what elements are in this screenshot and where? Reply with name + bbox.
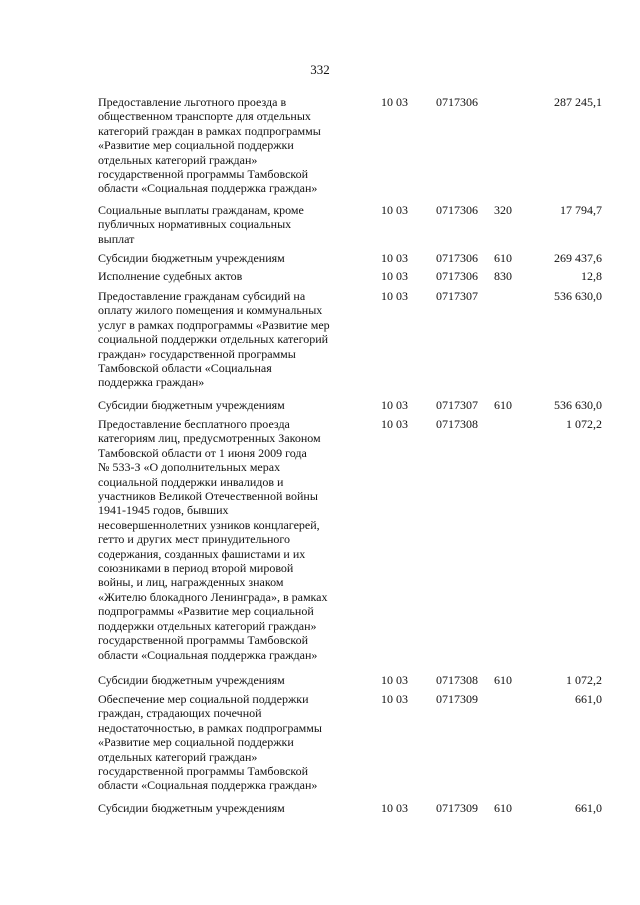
row-article-code: 0717308 [436,417,478,431]
row-description: Субсидии бюджетным учреждениям [98,398,285,412]
row-article-code: 0717309 [436,692,478,706]
row-description: Субсидии бюджетным учреждениям [98,673,285,687]
row-description: Субсидии бюджетным учреждениям [98,251,285,265]
row-amount: 536 630,0 [554,289,602,303]
row-expense-kind: 830 [494,269,512,283]
row-section-code: 10 03 [381,251,408,265]
row-article-code: 0717309 [436,801,478,815]
row-description: Обеспечение мер социальной поддержки граждан, страдающих почечной недостаточностью, в рамках подпрограммы «Развитие мер социальной поддержки отдельных категорий граждан» государственной программы Тамбовской области «Социальная поддержка граждан» [98,692,322,793]
row-article-code: 0717306 [436,269,478,283]
row-expense-kind: 610 [494,801,512,815]
row-section-code: 10 03 [381,398,408,412]
row-article-code: 0717306 [436,251,478,265]
row-amount: 17 794,7 [560,203,602,217]
row-expense-kind: 610 [494,398,512,412]
row-article-code: 0717306 [436,203,478,217]
row-amount: 287 245,1 [554,95,602,109]
row-article-code: 0717307 [436,289,478,303]
row-expense-kind: 320 [494,203,512,217]
row-article-code: 0717306 [436,95,478,109]
row-description: Предоставление бесплатного проезда категориям лиц, предусмотренных Законом Тамбовской области от 1 июня 2009 года № 533-З «О дополнительных мерах социальной поддержки инвалидов и участников Великой Отечественной войны 1941-1945 годов, бывших несовершеннолетних узников концлагерей, гетто и других мест принудительного содержания, созданных фашистами и их союзниками в период второй мировой войны, и лиц, награжденных знаком «Жителю блокадного Ленинграда», в рамках подпрограммы «Развитие мер социальной поддержки отдельных категорий граждан» государственной программы Тамбовской области «Социальная поддержка граждан» [98,417,328,662]
row-description: Предоставление гражданам субсидий на оплату жилого помещения и коммунальных услуг в рамках подпрограммы «Развитие мер социальной поддержки отдельных категорий граждан» государственной программы Тамбовской области «Социальная поддержка граждан» [98,289,330,390]
row-section-code: 10 03 [381,95,408,109]
row-amount: 1 072,2 [566,673,602,687]
row-amount: 661,0 [575,692,602,706]
page-number: 332 [310,62,330,77]
row-section-code: 10 03 [381,417,408,431]
row-description: Исполнение судебных актов [98,269,243,283]
row-section-code: 10 03 [381,673,408,687]
row-expense-kind: 610 [494,673,512,687]
row-description: Предоставление льготного проезда в общественном транспорте для отдельных категорий граждан в рамках подпрограммы «Развитие мер социальной поддержки отдельных категорий граждан» государственной программы Тамбовской области «Социальная поддержка граждан» [98,95,321,196]
row-section-code: 10 03 [381,203,408,217]
row-expense-kind: 610 [494,251,512,265]
row-description: Социальные выплаты гражданам, кроме публичных нормативных социальных выплат [98,203,304,246]
row-section-code: 10 03 [381,801,408,815]
row-article-code: 0717308 [436,673,478,687]
row-description: Субсидии бюджетным учреждениям [98,801,285,815]
row-amount: 536 630,0 [554,398,602,412]
row-section-code: 10 03 [381,269,408,283]
row-amount: 12,8 [581,269,602,283]
row-amount: 661,0 [575,801,602,815]
row-amount: 269 437,6 [554,251,602,265]
row-article-code: 0717307 [436,398,478,412]
row-section-code: 10 03 [381,289,408,303]
row-amount: 1 072,2 [566,417,602,431]
row-section-code: 10 03 [381,692,408,706]
